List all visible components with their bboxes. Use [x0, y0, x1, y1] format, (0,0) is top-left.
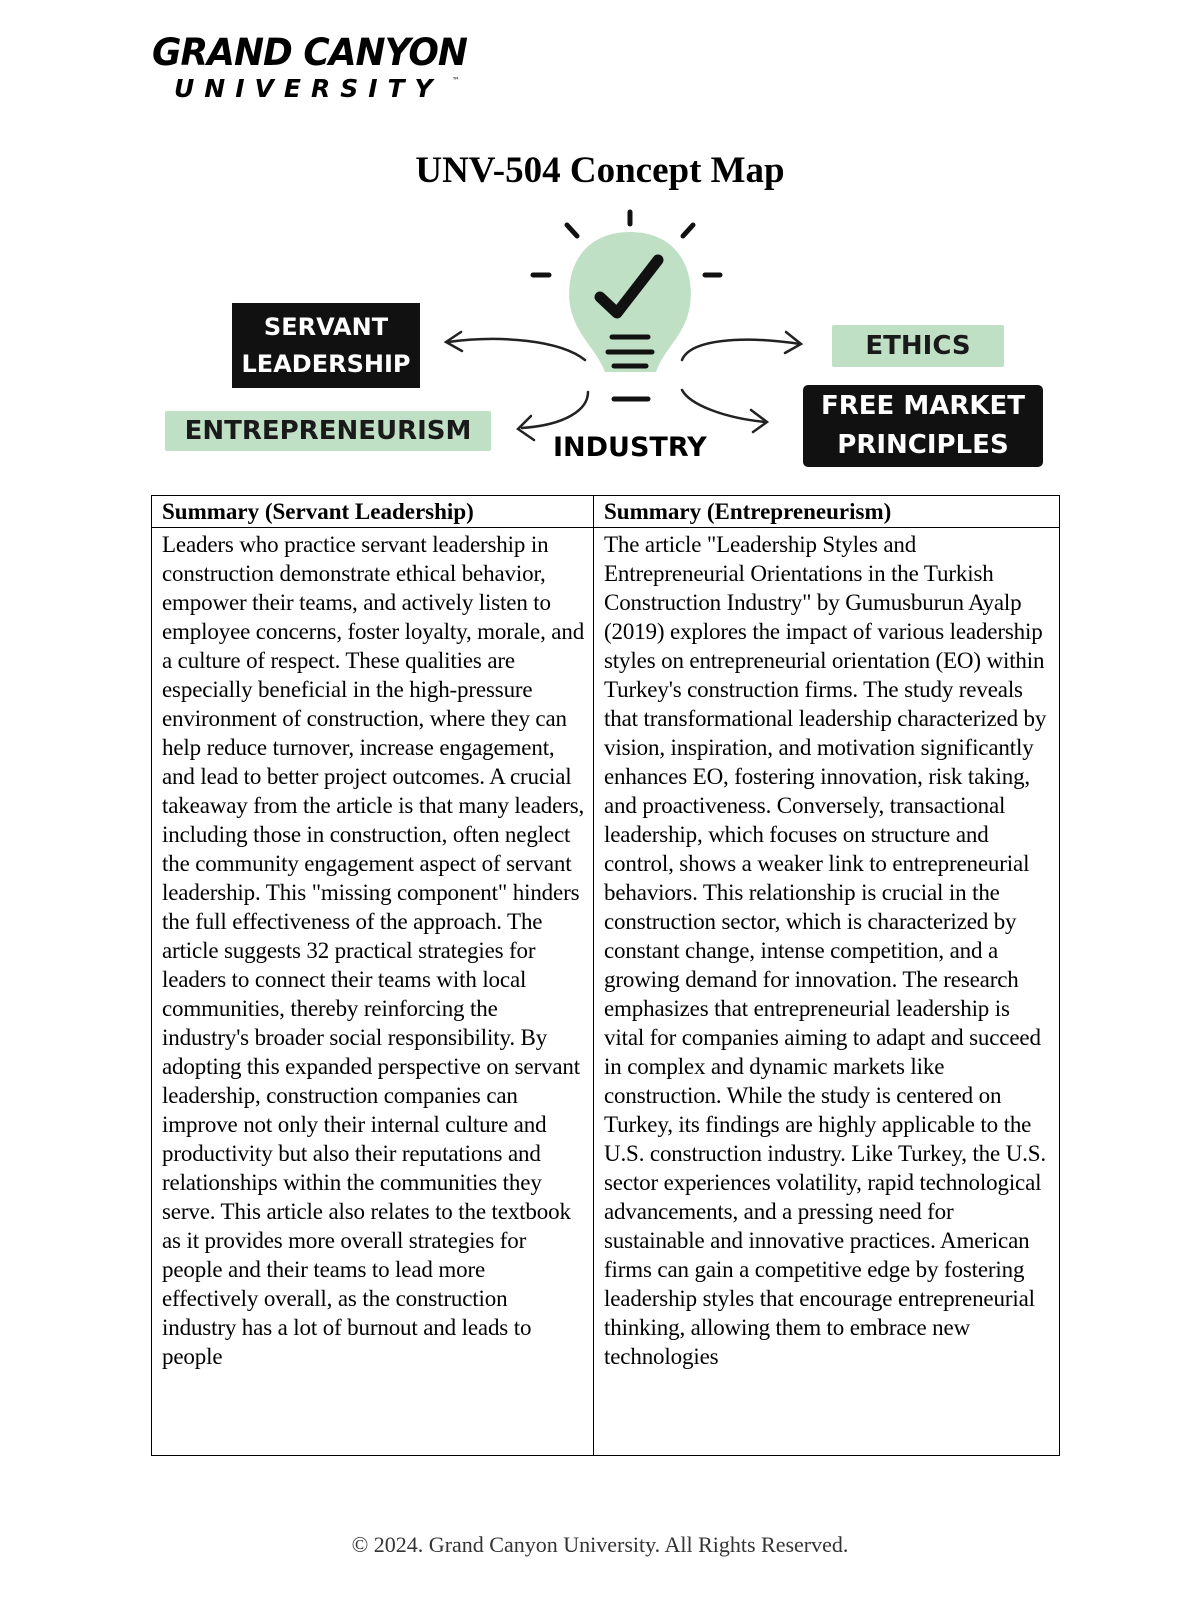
table-header-row [152, 496, 1060, 528]
logo-trademark: ™ [452, 76, 460, 85]
logo-wordmark-bottom: UNIVERSITY [174, 74, 443, 103]
concept-map [0, 0, 1200, 480]
header-servant-leadership: Summary (Servant Leadership) [152, 496, 594, 528]
ethics-box: ETHICS [832, 325, 1004, 367]
entrepreneurism-summary: The article "Leadership Styles and Entrepreneurial Orientations in the Turkish Construction Industry" by Gumusburun Ayalp (2019) explores the impact of various leadership styles on entrepreneurial orientation (EO) within Turkey's construction firms. The study reveals that transformational leadership characterized by vision, inspiration, and motivation significantly enhances EO, fostering innovation, risk taking, and proactiveness. Conversely, transactional leadership, which focuses on structure and control, shows a weaker link to entrepreneurial behaviors. This relationship is crucial in the construction sector, which is characterized by constant change, intense competition, and a growing demand for innovation. The research emphasizes that entrepreneurial leadership is vital for companies aiming to adapt and succeed in complex and dynamic markets like construction. While the study is centered on Turkey, its findings are highly applicable to the U.S. construction industry. Like Turkey, the U.S. sector experiences volatility, rapid technological advancements, and a pressing need for sustainable and innovative practices. American firms can gain a competitive edge by fostering leadership styles that encourage entrepreneurial thinking, allowing them to embrace new technologies [604, 532, 1047, 1369]
header-entrepreneurism: Summary (Entrepreneurism) [594, 496, 1060, 528]
servant-leadership-box [232, 303, 420, 388]
logo-wordmark-top: GRAND CANYON [152, 31, 467, 74]
free-market-line1: FREE MARKET [820, 391, 1025, 421]
table-row [152, 528, 1060, 1456]
page-title: UNV-504 Concept Map [415, 150, 785, 191]
copyright-footer: © 2024. Grand Canyon University. All Rights Reserved. [351, 1532, 849, 1557]
servant-leadership-summary-cell [152, 528, 594, 1456]
entrepreneurism-summary-cell [594, 528, 1060, 1456]
servant-line2: LEADERSHIP [241, 349, 411, 378]
industry-label: INDUSTRY [553, 432, 707, 463]
servant-leadership-summary: Leaders who practice servant leadership in construction demonstrate ethical behavior, empower their teams, and actively listen to employee concerns, foster loyalty, morale, and a culture of respect. These qualities are especially beneficial in the high-pressure environment of construction, where they can help reduce turnover, increase engagement, and lead to better project outcomes. A crucial takeaway from the article is that many leaders, including those in construction, often neglect the community engagement aspect of servant leadership. This "missing component" hinders the full effectiveness of the approach. The article suggests 32 practical strategies for leaders to connect their teams with local communities, thereby reinforcing the industry's broader social responsibility. By adopting this expanded perspective on servant leadership, construction companies can improve not only their internal culture and productivity but also their reputations and relationships within the communities they serve. This article also relates to the textbook as it provides more overall strategies for people and their teams to lead more effectively overall, as the construction industry has a lot of burnout and leads to people [162, 532, 585, 1369]
free-market-principles-box [803, 385, 1043, 467]
free-market-line2: PRINCIPLES [837, 430, 1009, 460]
servant-line1: SERVANT [263, 312, 389, 341]
entrepreneurism-box: ENTREPRENEURISM [165, 411, 491, 451]
summary-table [151, 495, 1060, 1456]
